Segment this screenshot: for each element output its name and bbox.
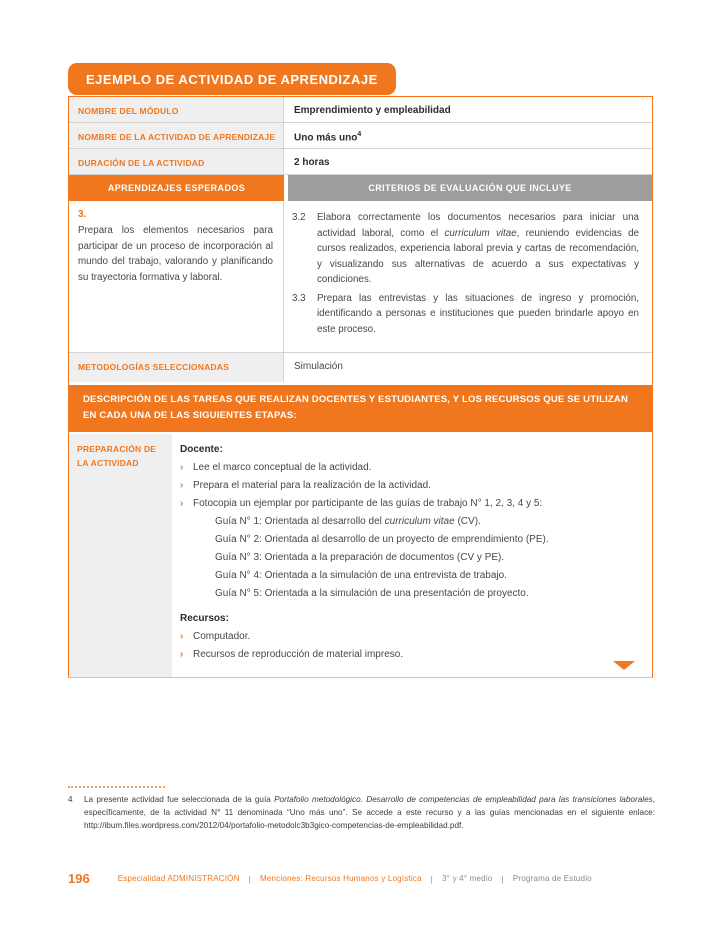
table-row bbox=[69, 353, 652, 382]
bullet-icon: › bbox=[180, 498, 184, 510]
activity-name-text: Uno más uno bbox=[294, 132, 358, 144]
activity-example-title: EJEMPLO DE ACTIVIDAD DE APRENDIZAJE bbox=[86, 72, 378, 87]
footnote-url-link[interactable]: http://ibum.files.wordpress.com/2012/04/portafolio-metodolc3b3gico-competencias-de-empleabilidad.pdf. bbox=[84, 821, 464, 831]
list-item-text: Fotocopia un ejemplar por participante de las guías de trabajo N° 1, 2, 3, 4 y 5: bbox=[193, 498, 543, 510]
learning-headers-row bbox=[69, 175, 652, 201]
footnote bbox=[68, 786, 655, 832]
preparation-row bbox=[69, 434, 652, 677]
guide-item bbox=[215, 514, 634, 529]
list-item-text: Computador. bbox=[193, 631, 251, 643]
criterion-item bbox=[292, 210, 639, 287]
duration-label: DURACIÓN DE LA ACTIVIDAD bbox=[69, 149, 284, 174]
bullet-icon: › bbox=[180, 631, 184, 643]
methodology-text: Simulación bbox=[294, 361, 343, 373]
preparation-content bbox=[172, 434, 652, 677]
expected-learning-number: 3. bbox=[78, 209, 87, 221]
footer-specialty: Especialidad ADMINISTRACIÓN bbox=[117, 874, 240, 883]
page-footer bbox=[68, 871, 655, 886]
duration-value bbox=[284, 149, 652, 174]
table-row bbox=[69, 97, 652, 123]
footer-mentions: Menciones: Recursos Humanos y Logística bbox=[260, 874, 422, 883]
footnote-number: 4 bbox=[68, 795, 73, 804]
list-item-text: Recursos de reproducción de material impreso. bbox=[193, 649, 404, 661]
guide-item bbox=[215, 568, 634, 583]
activity-example-banner bbox=[68, 63, 396, 95]
activity-section bbox=[68, 63, 653, 678]
bullet-icon: › bbox=[180, 480, 184, 492]
footer-separator: | bbox=[248, 873, 252, 884]
footnote-text-part: , específicamente, de la actividad N° 11 denominada “Uno más uno”. Se accede a este recurso y a las guías mencionadas en el siguiente enlace: bbox=[84, 795, 655, 818]
tasks-description-banner bbox=[69, 385, 652, 432]
activity-name-label: NOMBRE DE LA ACTIVIDAD DE APRENDIZAJE bbox=[69, 123, 284, 148]
list-item-text: Prepara el material para la realización de la actividad. bbox=[193, 480, 431, 492]
footnote-text bbox=[84, 793, 655, 832]
criterion-text-part: , reuniendo evidencias de cursos realizados, experiencia laboral previa y cartas de recomendación, y visualizando sus alternativas de acuerdo a sus expectativas y condiciones. bbox=[317, 227, 639, 286]
criterion-text-part: Elabora correctamente los documentos necesarios para iniciar una actividad laboral, como el bbox=[317, 212, 639, 239]
duration-text: 2 horas bbox=[294, 157, 330, 169]
module-name-value bbox=[284, 97, 652, 122]
page-number: 196 bbox=[68, 871, 90, 886]
list-item bbox=[180, 629, 634, 644]
footnote-ref: 4 bbox=[357, 131, 362, 138]
list-item-text: Lee el marco conceptual de la actividad. bbox=[193, 462, 372, 474]
expected-learning-cell bbox=[69, 201, 284, 352]
table-row bbox=[69, 123, 652, 149]
guide-text-part: Guía N° 5: Orientada a la simulación de una presentación de proyecto. bbox=[215, 588, 529, 600]
criterion-item bbox=[292, 291, 639, 337]
list-item bbox=[180, 478, 634, 493]
guide-text-part: Guía N° 2: Orientada al desarrollo de un proyecto de emprendimiento (PE). bbox=[215, 534, 549, 546]
learning-content-row bbox=[69, 201, 652, 353]
guide-text-part: Guía N° 4: Orientada a la simulación de una entrevista de trabajo. bbox=[215, 570, 507, 582]
list-item bbox=[180, 496, 634, 511]
expected-learning-text: Prepara los elementos necesarios para participar de un proceso de incorporación al mundo del trabajo, valorando y planificando su trayectoria formativa y laboral. bbox=[78, 225, 273, 283]
footer-grade: 3° y 4° medio bbox=[442, 874, 493, 883]
footer-separator: | bbox=[501, 873, 504, 884]
guide-text-italic: curriculum vitae bbox=[384, 516, 455, 528]
bullet-icon: › bbox=[180, 462, 184, 474]
guide-item bbox=[215, 532, 634, 547]
methodology-value bbox=[284, 353, 652, 382]
continuation-arrow-icon bbox=[613, 661, 635, 670]
guide-item bbox=[215, 586, 634, 601]
footnote-divider bbox=[68, 786, 165, 788]
criterion-number: 3.3 bbox=[292, 292, 306, 304]
criterion-text bbox=[317, 210, 639, 287]
guide-item bbox=[215, 550, 634, 565]
evaluation-criteria-cell bbox=[284, 201, 652, 352]
footnote-body bbox=[68, 793, 655, 832]
expected-learning-header: APRENDIZAJES ESPERADOS bbox=[69, 175, 284, 201]
module-name-text: Emprendimiento y empleabilidad bbox=[294, 105, 451, 116]
guide-text-part: Guía N° 1: Orientada al desarrollo del bbox=[215, 516, 385, 528]
criterion-text-part: Prepara las entrevistas y las situaciones de ingreso y promoción, identificando a personas e instituciones que pueden brindarle apoyo en este proceso. bbox=[317, 292, 639, 335]
module-name-label: NOMBRE DEL MÓDULO bbox=[69, 97, 284, 122]
list-item bbox=[180, 647, 634, 662]
methodology-label: METODOLOGÍAS SELECCIONADAS bbox=[69, 353, 284, 382]
tasks-description-text: DESCRIPCIÓN DE LAS TAREAS QUE REALIZAN DOCENTES Y ESTUDIANTES, Y LOS RECURSOS QUE SE UTILIZAN EN CADA UNA DE LAS SIGUIENTES ETAPAS: bbox=[83, 394, 629, 422]
preparation-label: PREPARACIÓN DE LA ACTIVIDAD bbox=[69, 434, 172, 677]
bullet-icon: › bbox=[180, 649, 184, 661]
evaluation-criteria-header: CRITERIOS DE EVALUACIÓN QUE INCLUYE bbox=[288, 175, 652, 201]
recursos-heading: Recursos: bbox=[180, 613, 229, 625]
activity-table bbox=[68, 96, 653, 678]
activity-name-value bbox=[284, 123, 652, 148]
criterion-text bbox=[317, 291, 639, 337]
guide-text-part: (CV). bbox=[454, 516, 481, 528]
criterion-text-italic: curriculum vitae bbox=[444, 227, 517, 239]
docente-heading: Docente: bbox=[180, 444, 223, 456]
footer-program: Programa de Estudio bbox=[512, 874, 592, 883]
criterion-number: 3.2 bbox=[292, 212, 306, 224]
table-row bbox=[69, 149, 652, 175]
list-item bbox=[180, 460, 634, 475]
footnote-text-part: La presente actividad fue seleccionada de la guía bbox=[84, 795, 275, 804]
footnote-text-italic: Portafolio metodológico. Desarrollo de competencias de empleabilidad para las transiciones laborales bbox=[274, 795, 653, 804]
guide-text-part: Guía N° 3: Orientada a la preparación de documentos (CV y PE). bbox=[215, 552, 505, 564]
footer-separator: | bbox=[430, 873, 434, 884]
